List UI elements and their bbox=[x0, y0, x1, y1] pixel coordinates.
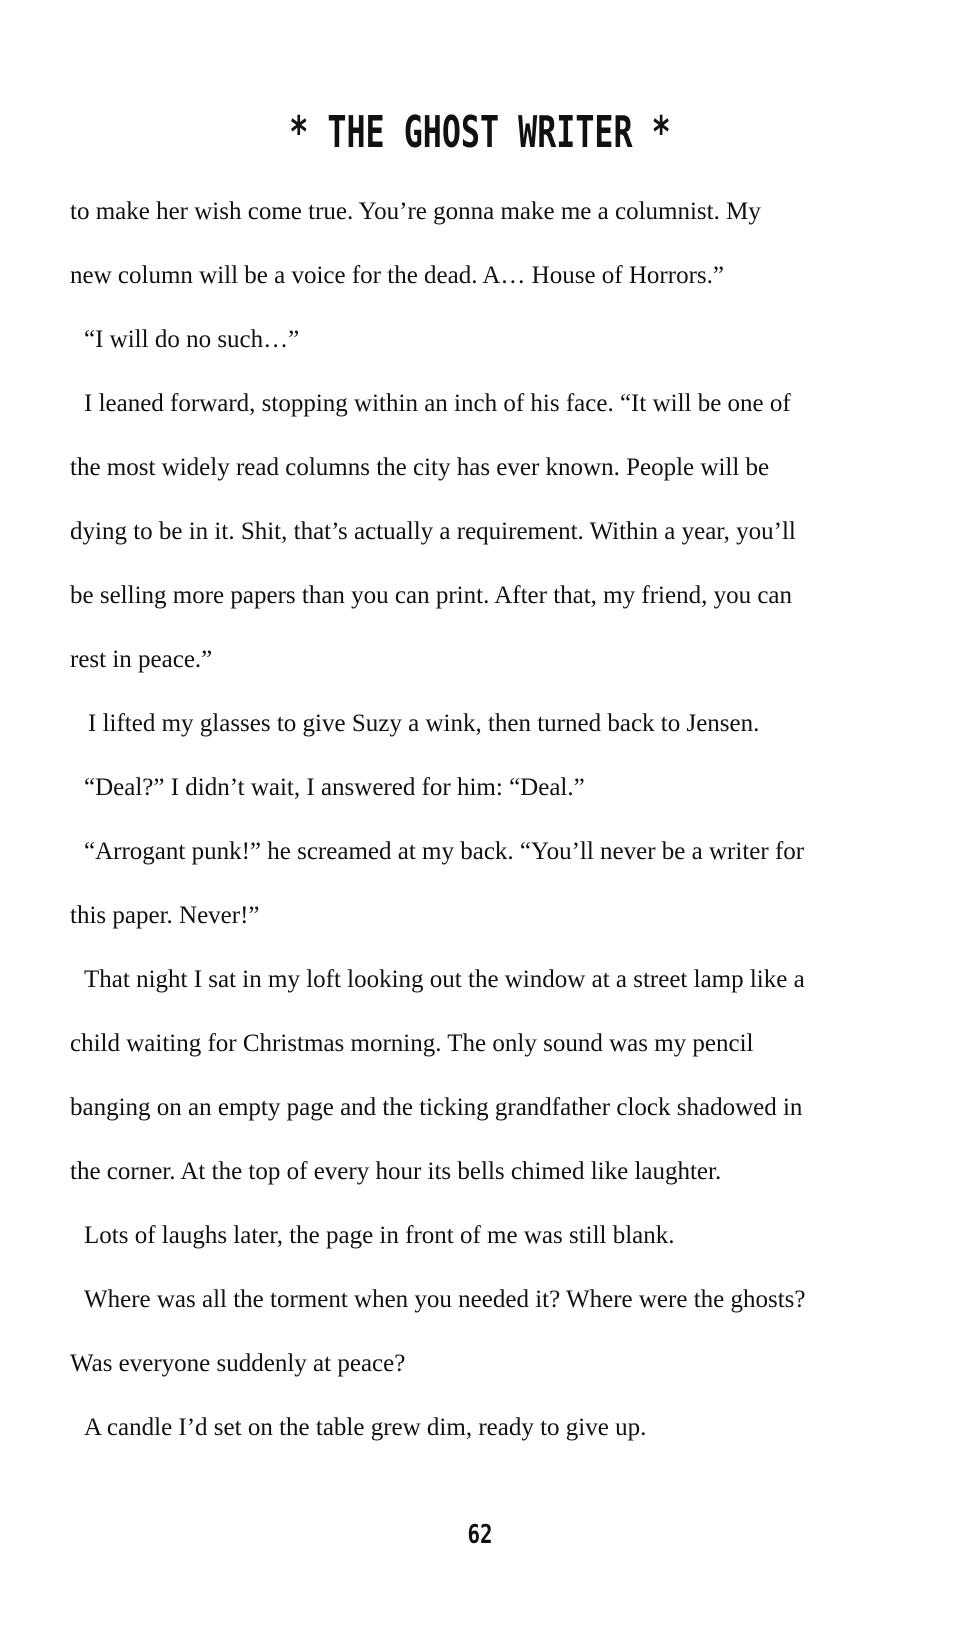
text-line: dying to be in it. Shit, that’s actually a requirement. Within a year, you’ll bbox=[70, 518, 796, 545]
text-line: to make her wish come true. You’re gonna make me a columnist. My bbox=[70, 198, 761, 225]
text-line: be selling more papers than you can print. After that, my friend, you can bbox=[70, 582, 793, 609]
text-line: A candle I’d set on the table grew dim, ready to give up. bbox=[84, 1414, 647, 1441]
text-line: banging on an empty page and the ticking grandfather clock shadowed in bbox=[70, 1094, 803, 1121]
text-line: this paper. Never!” bbox=[70, 902, 260, 929]
text-line: “Arrogant punk!” he screamed at my back. “You’ll never be a writer for bbox=[84, 838, 805, 865]
text-line: That night I sat in my loft looking out the window at a street lamp like a bbox=[84, 966, 805, 993]
body-text bbox=[70, 192, 910, 1472]
page-number: 62 bbox=[467, 1520, 493, 1550]
text-line: the most widely read columns the city has ever known. People will be bbox=[70, 454, 770, 481]
text-line: Lots of laughs later, the page in front of me was still blank. bbox=[84, 1222, 675, 1249]
text-line: new column will be a voice for the dead. A… House of Horrors.” bbox=[70, 262, 724, 289]
text-line: I lifted my glasses to give Suzy a wink, then turned back to Jensen. bbox=[88, 710, 760, 737]
text-line: the corner. At the top of every hour its bells chimed like laughter. bbox=[70, 1158, 722, 1185]
text-line: rest in peace.” bbox=[70, 646, 213, 673]
text-line: Was everyone suddenly at peace? bbox=[70, 1350, 406, 1377]
text-line: I leaned forward, stopping within an inch of his face. “It will be one of bbox=[84, 390, 791, 417]
text-line: child waiting for Christmas morning. The only sound was my pencil bbox=[70, 1030, 754, 1057]
text-line: “I will do no such…” bbox=[84, 326, 300, 353]
text-line: “Deal?” I didn’t wait, I answered for him: “Deal.” bbox=[84, 774, 585, 801]
text-line: Where was all the torment when you needed it? Where were the ghosts? bbox=[84, 1286, 806, 1313]
running-header: * THE GHOST WRITER * bbox=[289, 107, 671, 158]
